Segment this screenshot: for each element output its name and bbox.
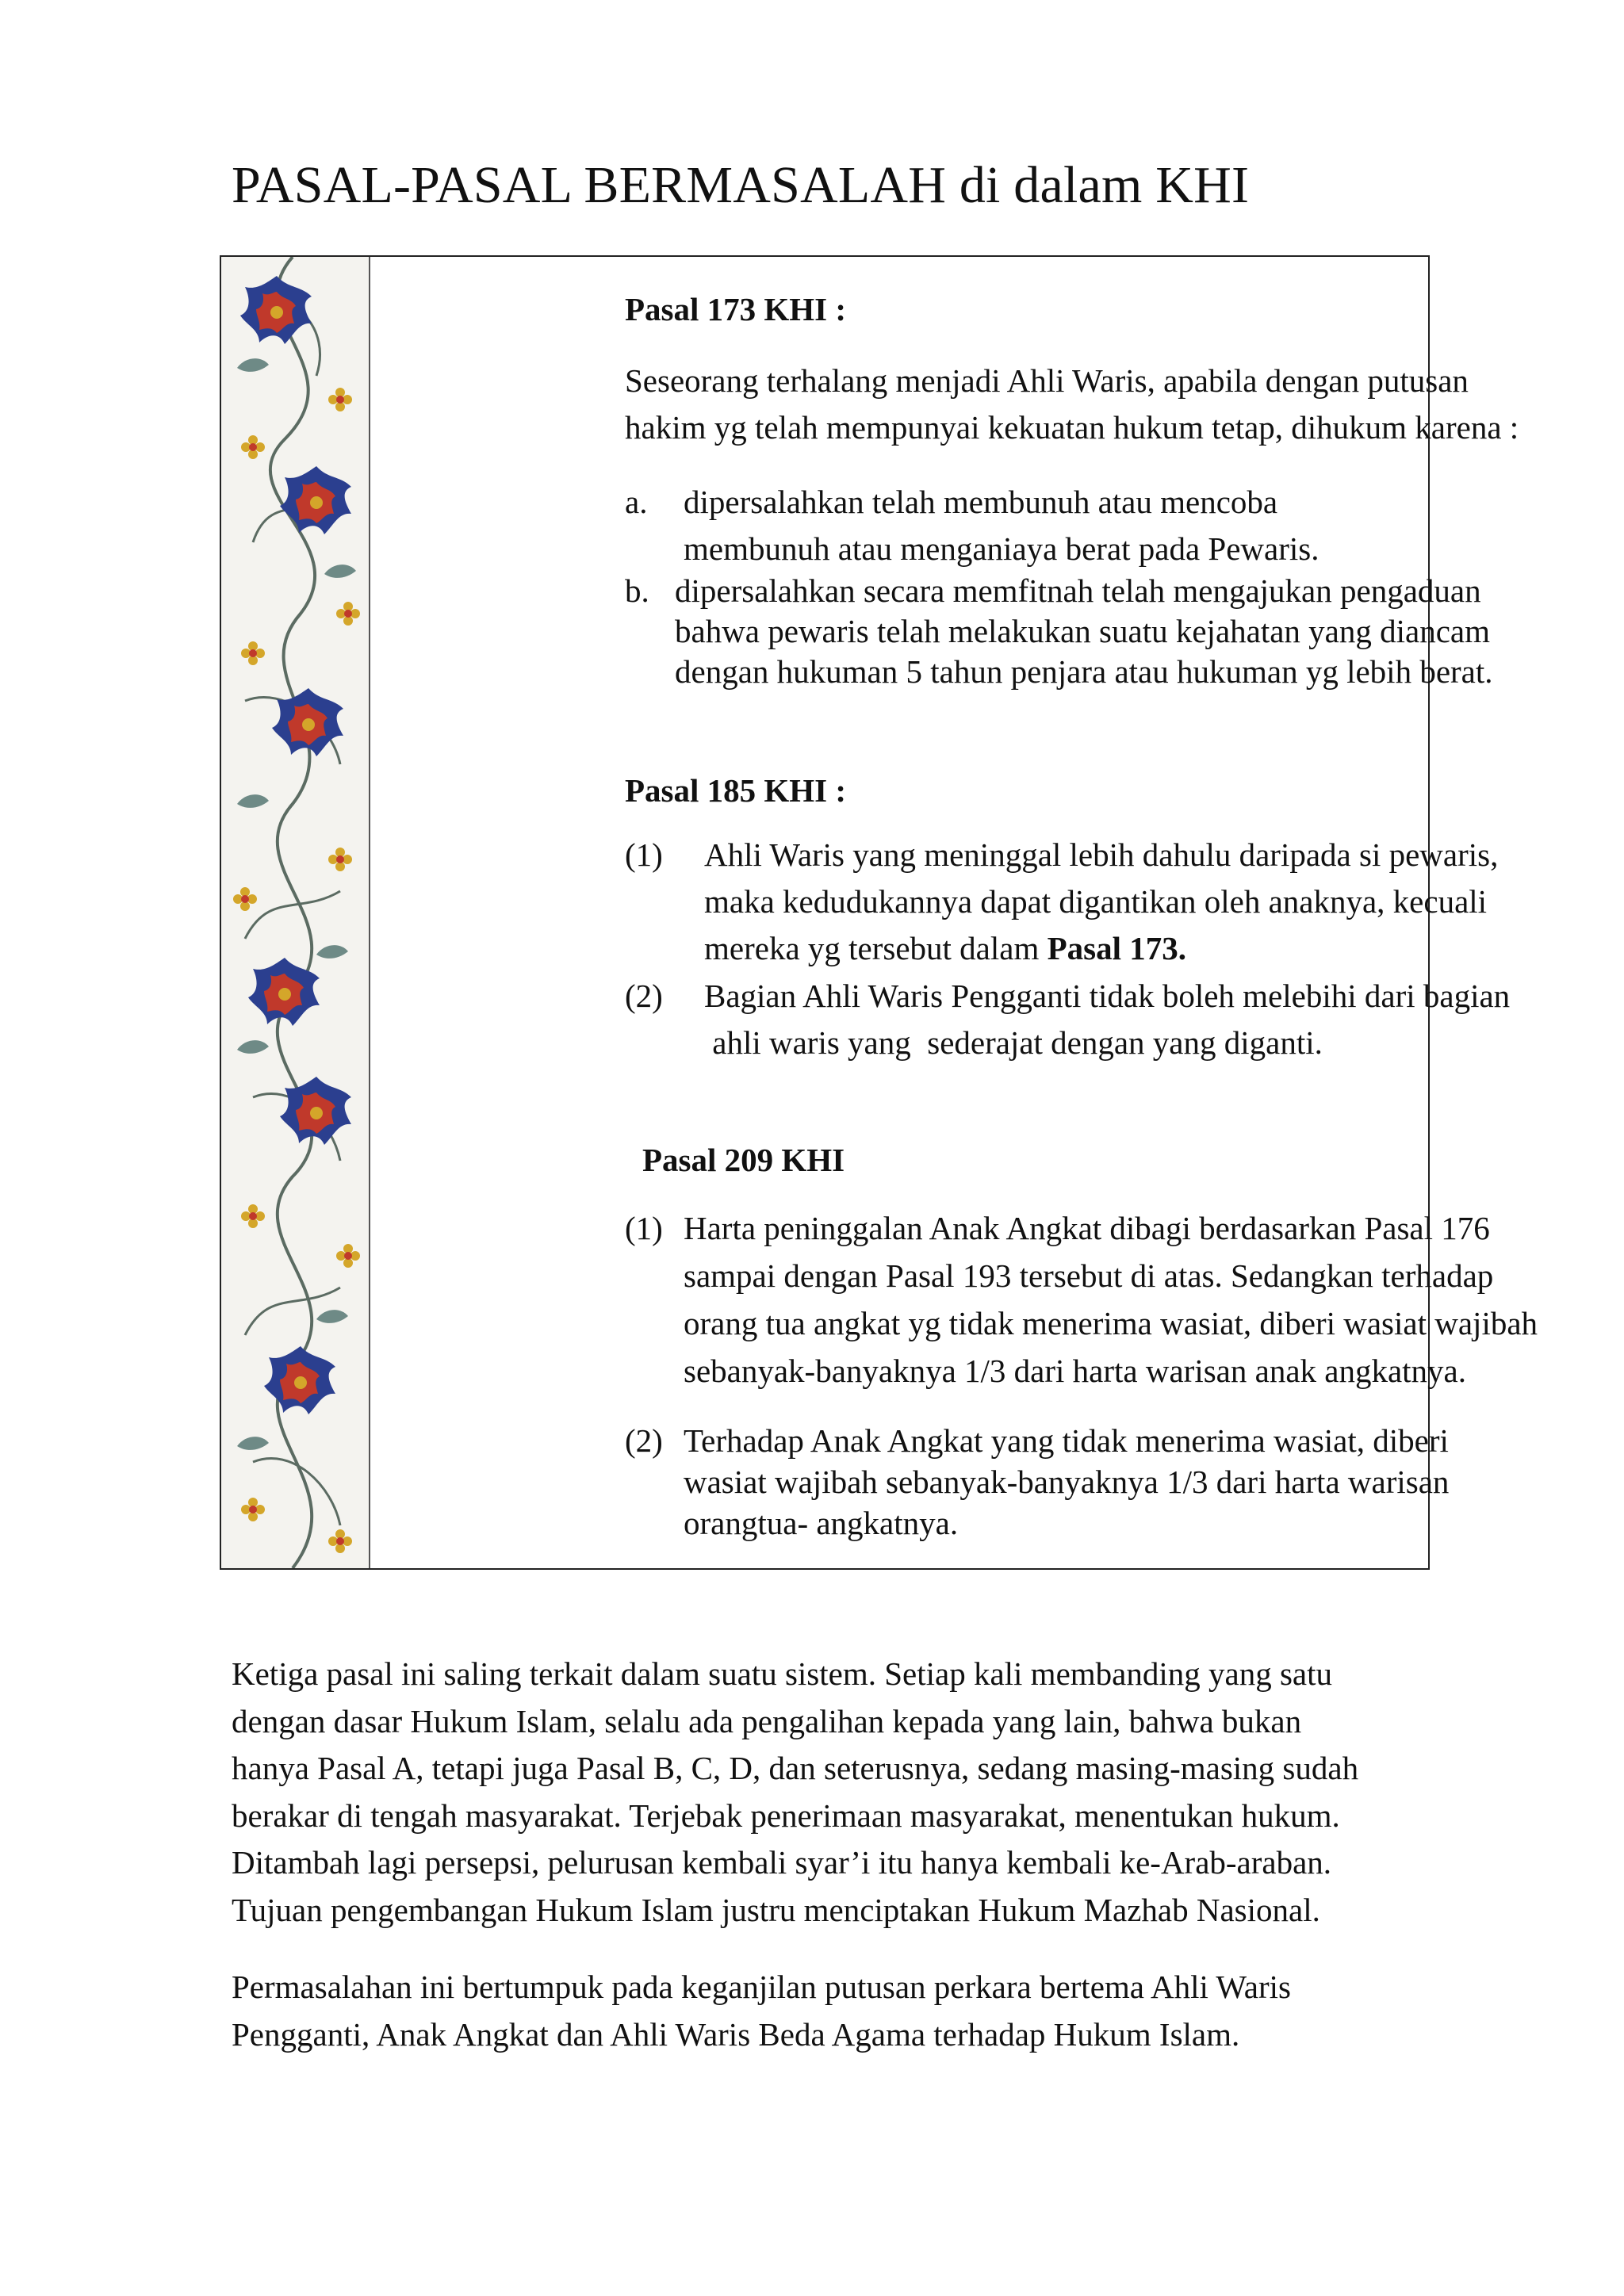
pasal-209-item-2-marker: (2) (625, 1422, 663, 1459)
pasal-209-item-1-line: sampai dengan Pasal 193 tersebut di atas. Sedangkan terhadap (684, 1257, 1494, 1294)
floral-border-ornament (221, 257, 370, 1568)
pasal-173-item-a-marker: a. (625, 484, 648, 520)
pasal-173-reference: Pasal 173. (1047, 930, 1187, 966)
pasal-173-item-b-marker: b. (625, 572, 649, 609)
pasal-173-item-b-line: dengan hukuman 5 tahun penjara atau hukuman yg lebih berat. (675, 653, 1493, 690)
paragraph-line: hanya Pasal A, tetapi juga Pasal B, C, D, dan seterusnya, sedang masing-masing sudah (232, 1750, 1359, 1786)
articles-box (220, 255, 1538, 1570)
paragraph-line: Pengganti, Anak Angkat dan Ahli Waris Beda Agama terhadap Hukum Islam. (232, 2015, 1240, 2053)
pasal-173-intro-line: Seseorang terhalang menjadi Ahli Waris, apabila dengan putusan (625, 362, 1469, 399)
pasal-209-heading: Pasal 209 KHI (642, 1142, 845, 1178)
pasal-209-item-1-line: Harta peninggalan Anak Angkat dibagi berdasarkan Pasal 176 (684, 1210, 1490, 1246)
pasal-173-item-a-line: membunuh atau menganiaya berat pada Pewaris. (684, 530, 1320, 567)
floral-pattern-image (221, 257, 369, 1568)
pasal-209-item-2-line: orangtua- angkatnya. (684, 1505, 959, 1541)
paragraph-line: Ketiga pasal ini saling terkait dalam suatu sistem. Setiap kali membanding yang satu (232, 1655, 1332, 1692)
pasal-173-item-b-line: bahwa pewaris telah melakukan suatu kejahatan yang diancam (675, 613, 1491, 649)
paragraph-line: dengan dasar Hukum Islam, selalu ada pengalihan kepada yang lain, bahwa bukan (232, 1702, 1302, 1739)
pasal-209-item-2-line: Terhadap Anak Angkat yang tidak menerima wasiat, diberi (684, 1422, 1449, 1459)
pasal-185-item-2-line: Bagian Ahli Waris Pengganti tidak boleh melebihi dari bagian (704, 978, 1511, 1014)
pasal-185-item-2-marker: (2) (625, 978, 663, 1014)
commentary (232, 1651, 1500, 2058)
articles-content (369, 257, 1538, 1568)
paragraph-line: Ditambah lagi persepsi, pelurusan kembali syar’i itu hanya kembali ke-Arab-araban. (232, 1844, 1332, 1881)
pasal-185-item-1-line: Ahli Waris yang meninggal lebih dahulu daripada si pewaris, (704, 836, 1499, 873)
pasal-173-heading: Pasal 173 KHI : (625, 291, 847, 327)
pasal-173-intro-line: hakim yg telah mempunyai kekuatan hukum tetap, dihukum karena : (625, 409, 1519, 446)
pasal-185-item-1-text: mereka yg tersebut dalam (704, 930, 1048, 966)
commentary-paragraph-1 (232, 1651, 1500, 1934)
pasal-173-item-b-line: dipersalahkan secara memfitnah telah mengajukan pengaduan (675, 572, 1481, 609)
pasal-185-item-2-line: ahli waris yang sederajat dengan yang diganti. (704, 1024, 1323, 1061)
pasal-185-item-1-line: maka kedudukannya dapat digantikan oleh anaknya, kecuali (704, 883, 1488, 920)
page-title: PASAL-PASAL BERMASALAH di dalam KHI (232, 156, 1250, 214)
pasal-173-item-a-line: dipersalahkan telah membunuh atau mencoba (684, 484, 1278, 520)
paragraph-line: Permasalahan ini bertumpuk pada keganjilan putusan perkara bertema Ahli Waris (232, 1969, 1291, 2005)
pasal-209-item-1-line: sebanyak-banyaknya 1/3 dari harta warisan anak angkatnya. (684, 1353, 1467, 1389)
commentary-paragraph-2 (232, 1964, 1500, 2058)
pasal-209-item-1-marker: (1) (625, 1210, 663, 1246)
pasal-209-item-1-line: orang tua angkat yg tidak menerima wasiat, diberi wasiat wajibah (684, 1305, 1538, 1341)
pasal-185-heading: Pasal 185 KHI : (625, 772, 847, 809)
paragraph-line: Tujuan pengembangan Hukum Islam justru menciptakan Hukum Mazhab Nasional. (232, 1891, 1320, 1928)
paragraph-line: berakar di tengah masyarakat. Terjebak penerimaan masyarakat, menentukan hukum. (232, 1797, 1340, 1834)
pasal-209-item-2-line: wasiat wajibah sebanyak-banyaknya 1/3 dari harta warisan (684, 1464, 1450, 1500)
pasal-185-item-1-line-last (704, 925, 1186, 972)
pasal-185-item-1-marker: (1) (625, 836, 663, 873)
